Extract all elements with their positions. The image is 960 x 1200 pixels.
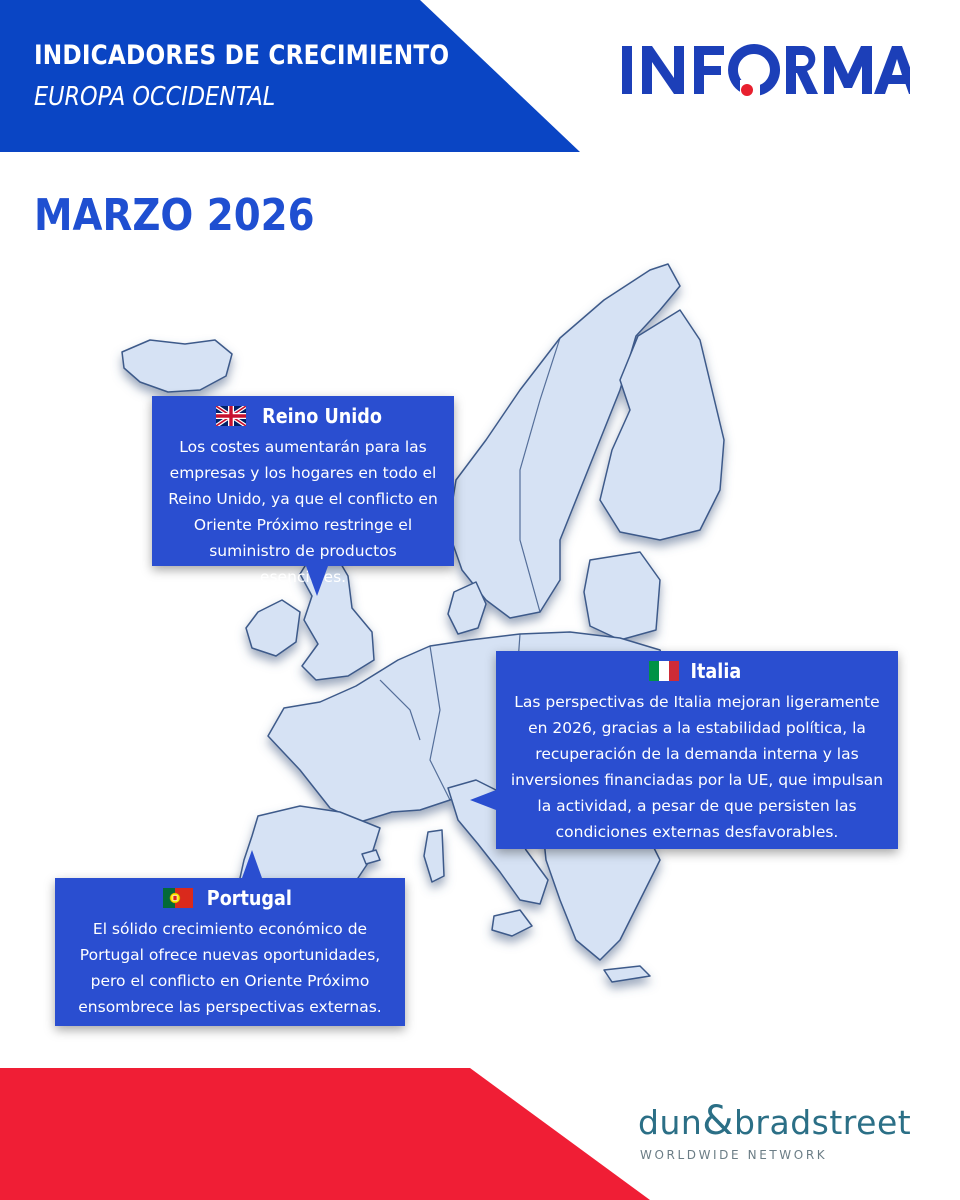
portugal-callout [55, 878, 405, 1026]
uk-callout [152, 396, 454, 586]
dnb-bradstreet: bradstreet [733, 1103, 912, 1142]
italy-callout-title [496, 659, 898, 683]
italy-line: en 2026, gracias a la estabilidad política, la [528, 719, 866, 737]
header-banner [0, 0, 580, 152]
portugal-pointer [242, 850, 262, 878]
uk-line: empresas y los hogares en todo el [169, 464, 437, 482]
italy-line: inversiones financiadas por la UE, que impulsan [510, 771, 884, 789]
uk-title: Reino Unido [262, 404, 382, 428]
italy-line: Las perspectivas de Italia mejoran ligeramente [514, 693, 880, 711]
dnb-wordmark [638, 1098, 911, 1144]
italy-callout [496, 651, 898, 849]
portugal-callout-title [55, 886, 405, 910]
footer-red-band [0, 1068, 650, 1200]
uk-line: Los costes aumentarán para las [179, 438, 427, 456]
portugal-flag-icon [163, 888, 193, 908]
dnb-network: WORLDWIDE NETWORK [640, 1148, 828, 1162]
uk-pointer [306, 566, 328, 596]
portugal-line: ensombrece las perspectivas externas. [78, 998, 382, 1016]
portugal-body [55, 910, 405, 1020]
dnb-logo [638, 1098, 912, 1168]
portugal-line: pero el conflicto en Oriente Próximo [90, 972, 370, 990]
header-subtitle: EUROPA OCCIDENTAL [34, 82, 276, 112]
uk-line: suministro de productos esenciales. [209, 542, 397, 586]
italy-line: la actividad, a pesar de que persisten las [537, 797, 857, 815]
italy-pointer [470, 790, 496, 810]
italy-title: Italia [690, 659, 742, 683]
portugal-line: Portugal ofrece nuevas oportunidades, [79, 946, 381, 964]
date-title: MARZO 2026 [34, 190, 315, 241]
uk-callout-title [152, 404, 454, 428]
portugal-title: Portugal [206, 886, 292, 910]
header-title: INDICADORES DE CRECIMIENTO [34, 40, 450, 71]
uk-line: Oriente Próximo restringe el [193, 516, 413, 534]
portugal-line: El sólido crecimiento económico de [92, 920, 368, 938]
dnb-ampersand: & [702, 1098, 734, 1144]
dnb-dun: dun [638, 1103, 703, 1142]
italy-flag-icon [649, 661, 679, 681]
italy-line: condiciones externas desfavorables. [555, 823, 839, 841]
uk-line: Reino Unido, ya que el conflicto en [168, 490, 438, 508]
uk-body [152, 428, 454, 590]
italy-line: recuperación de la demanda interna y las [535, 745, 859, 763]
italy-body [496, 683, 898, 845]
informa-logo [620, 40, 910, 100]
uk-flag-icon [216, 406, 246, 426]
